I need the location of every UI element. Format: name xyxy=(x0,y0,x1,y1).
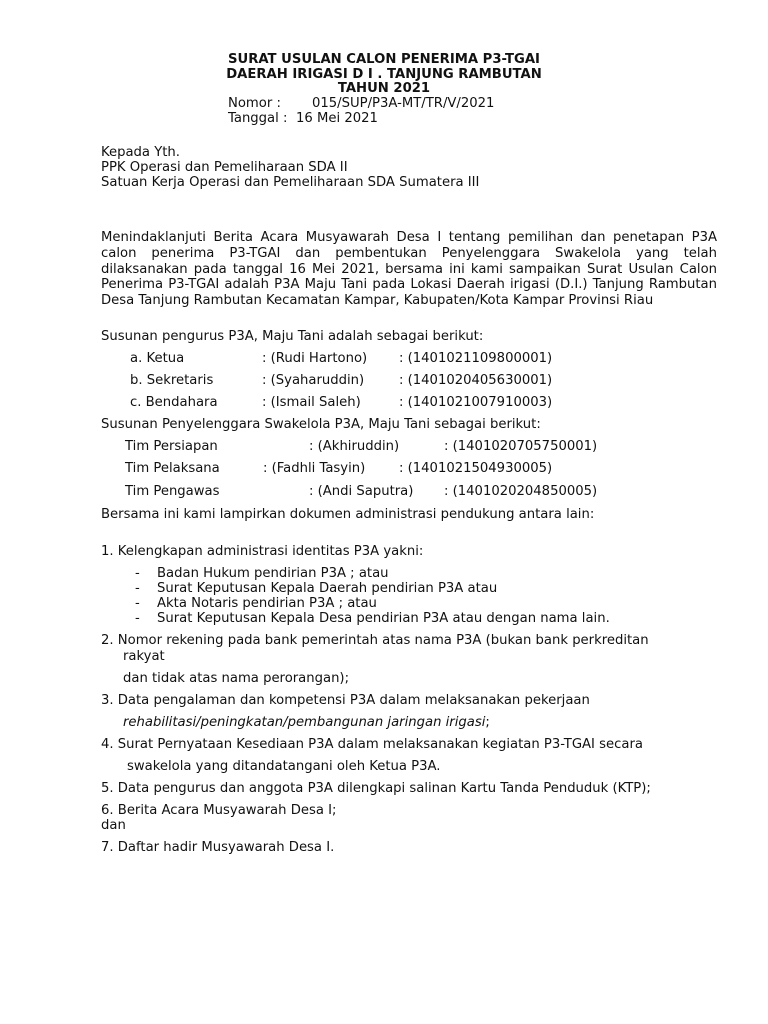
punctuation: ; xyxy=(485,715,490,730)
title-line-3: TAHUN 2021 xyxy=(337,81,431,96)
pengurus-label: b. Sekretaris xyxy=(130,373,214,388)
sub-item: Badan Hukum pendirian P3A ; atau xyxy=(157,566,389,581)
penyelenggara-label: Tim Pelaksana xyxy=(125,461,220,476)
pengurus-label: a. Ketua xyxy=(130,351,185,366)
sub-item: Surat Keputusan Kepala Daerah pendirian P3A atau xyxy=(157,581,498,596)
penyelenggara-label: Tim Persiapan xyxy=(125,439,218,454)
list-item-2-cont: rakyat xyxy=(123,649,165,664)
list-item-5: 5. Data pengurus dan anggota P3A dilengkapi salinan Kartu Tanda Penduduk (KTP); xyxy=(101,781,651,796)
pengurus-heading: Susunan pengurus P3A, Maju Tani adalah sebagai berikut: xyxy=(101,329,484,344)
nomor-label: Nomor : xyxy=(228,96,281,111)
list-item-3: 3. Data pengalaman dan kompetensi P3A dalam melaksanakan pekerjaan xyxy=(101,693,590,708)
title-line-1: SURAT USULAN CALON PENERIMA P3-TGAI xyxy=(228,52,540,67)
list-item-6-cont: dan xyxy=(101,818,126,833)
pengurus-name: : (Syaharuddin) xyxy=(262,373,365,388)
tanggal-label: Tanggal : xyxy=(228,111,288,126)
lampiran-intro: Bersama ini kami lampirkan dokumen administrasi pendukung antara lain: xyxy=(101,507,595,522)
list-item-2-cont: dan tidak atas nama perorangan); xyxy=(123,671,350,686)
penyelenggara-nik: : (1401021504930005) xyxy=(399,461,553,476)
dash-bullet: - xyxy=(135,611,140,626)
recipient-salutation: Kepada Yth. xyxy=(101,145,180,160)
recipient-line-2: Satuan Kerja Operasi dan Pemeliharaan SDA Sumatera III xyxy=(101,175,480,190)
pengurus-nik: : (1401021007910003) xyxy=(399,395,553,410)
dash-bullet: - xyxy=(135,581,140,596)
penyelenggara-nik: : (1401020705750001) xyxy=(444,439,598,454)
tanggal-value: 16 Mei 2021 xyxy=(296,111,378,126)
pengurus-nik: : (1401020405630001) xyxy=(399,373,553,388)
dash-bullet: - xyxy=(135,596,140,611)
sub-item: Surat Keputusan Kepala Desa pendirian P3A atau dengan nama lain. xyxy=(157,611,610,626)
pengurus-label: c. Bendahara xyxy=(130,395,218,410)
pengurus-name: : (Rudi Hartono) xyxy=(262,351,368,366)
sub-item: Akta Notaris pendirian P3A ; atau xyxy=(157,596,377,611)
nomor-value: 015/SUP/P3A-MT/TR/V/2021 xyxy=(312,96,495,111)
list-item-3-cont xyxy=(123,715,490,731)
title-line-2: DAERAH IRIGASI D I . TANJUNG RAMBUTAN xyxy=(226,67,542,82)
list-item-6: 6. Berita Acara Musyawarah Desa I; xyxy=(101,803,337,818)
penyelenggara-label: Tim Pengawas xyxy=(125,484,220,499)
list-item-1: 1. Kelengkapan administrasi identitas P3A yakni: xyxy=(101,544,424,559)
penyelenggara-heading: Susunan Penyelenggara Swakelola P3A, Maju Tani sebagai berikut: xyxy=(101,417,541,432)
list-item-4-cont: swakelola yang ditandatangani oleh Ketua P3A. xyxy=(127,759,441,774)
pengurus-nik: : (1401021109800001) xyxy=(399,351,553,366)
recipient-line-1: PPK Operasi dan Pemeliharaan SDA II xyxy=(101,160,348,175)
penyelenggara-name: : (Andi Saputra) xyxy=(309,484,414,499)
penyelenggara-name: : (Akhiruddin) xyxy=(309,439,400,454)
penyelenggara-nik: : (1401020204850005) xyxy=(444,484,598,499)
pengurus-name: : (Ismail Saleh) xyxy=(262,395,361,410)
list-item-7: 7. Daftar hadir Musyawarah Desa I. xyxy=(101,840,335,855)
dash-bullet: - xyxy=(135,566,140,581)
italic-text: rehabilitasi/peningkatan/pembangunan jaringan irigasi xyxy=(123,715,486,730)
list-item-2: 2. Nomor rekening pada bank pemerintah atas nama P3A (bukan bank perkreditan xyxy=(101,633,649,648)
penyelenggara-name: : (Fadhli Tasyin) xyxy=(263,461,366,476)
list-item-4: 4. Surat Pernyataan Kesediaan P3A dalam melaksanakan kegiatan P3-TGAI secara xyxy=(101,737,643,752)
intro-paragraph: Menindaklanjuti Berita Acara Musyawarah Desa I tentang pemilihan dan penetapan P3A calon penerima P3-TGAI dan pembentukan Penyelenggara Swakelola yang telah dilaksanakan pada tanggal 16 Mei 2021, bersama ini kami sampaikan Surat Usulan Calon Penerima P3-TGAI adalah P3A Maju Tani pada Lokasi Daerah irigasi (D.I.) Tanjung Rambutan Desa Tanjung Rambutan Kecamatan Kampar, Kabupaten/Kota Kampar Provinsi Riau xyxy=(101,230,717,309)
